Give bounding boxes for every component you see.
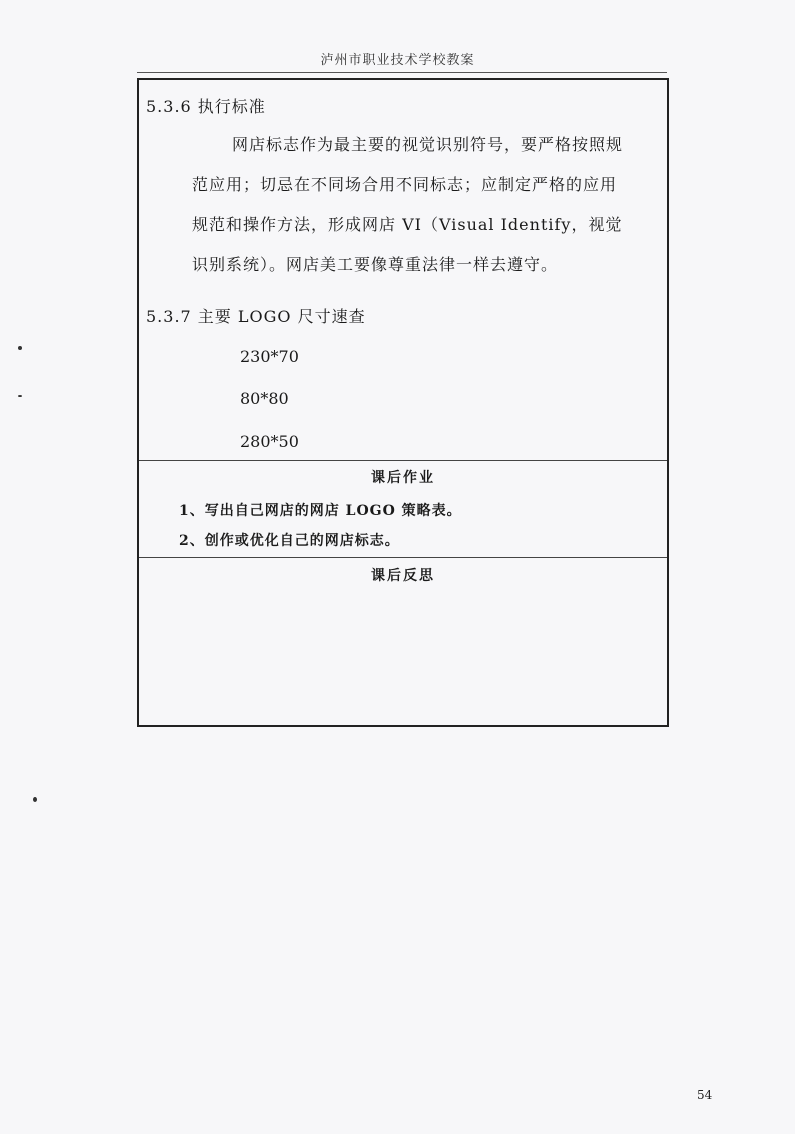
logo-size-item: 280*50	[240, 432, 299, 451]
section-heading-5-3-6: 5.3.6 执行标准	[146, 97, 266, 116]
standard-paragraph	[192, 125, 662, 285]
row-divider	[139, 557, 667, 558]
homework-item: 1、写出自己网店的网店 LOGO 策略表。	[179, 503, 462, 519]
row-divider	[139, 460, 667, 461]
page-number: 54	[697, 1088, 713, 1102]
logo-size-item: 230*70	[240, 347, 299, 366]
paragraph-line: 范应用；切忌在不同场合用不同标志；应制定严格的应用	[192, 175, 618, 194]
page-header-school-title: 泸州市职业技术学校教案	[320, 53, 475, 68]
paragraph-line: 网店标志作为最主要的视觉识别符号，要严格按照规	[232, 135, 624, 154]
scan-speck	[33, 797, 37, 802]
scan-speck	[18, 346, 22, 350]
reflection-title: 课后反思	[371, 568, 435, 584]
header-rule	[137, 72, 667, 73]
homework-title: 课后作业	[371, 470, 435, 486]
logo-size-item: 80*80	[240, 389, 289, 408]
paragraph-line: 识别系统）。网店美工要像尊重法律一样去遵守。	[192, 255, 559, 274]
homework-item: 2、创作或优化自己的网店标志。	[179, 533, 400, 549]
section-heading-5-3-7: 5.3.7 主要 LOGO 尺寸速查	[146, 307, 366, 326]
lesson-plan-table	[137, 78, 669, 727]
scan-speck	[18, 395, 22, 397]
paragraph-line: 规范和操作方法，形成网店 VI（Visual Identify，视觉	[192, 215, 623, 234]
